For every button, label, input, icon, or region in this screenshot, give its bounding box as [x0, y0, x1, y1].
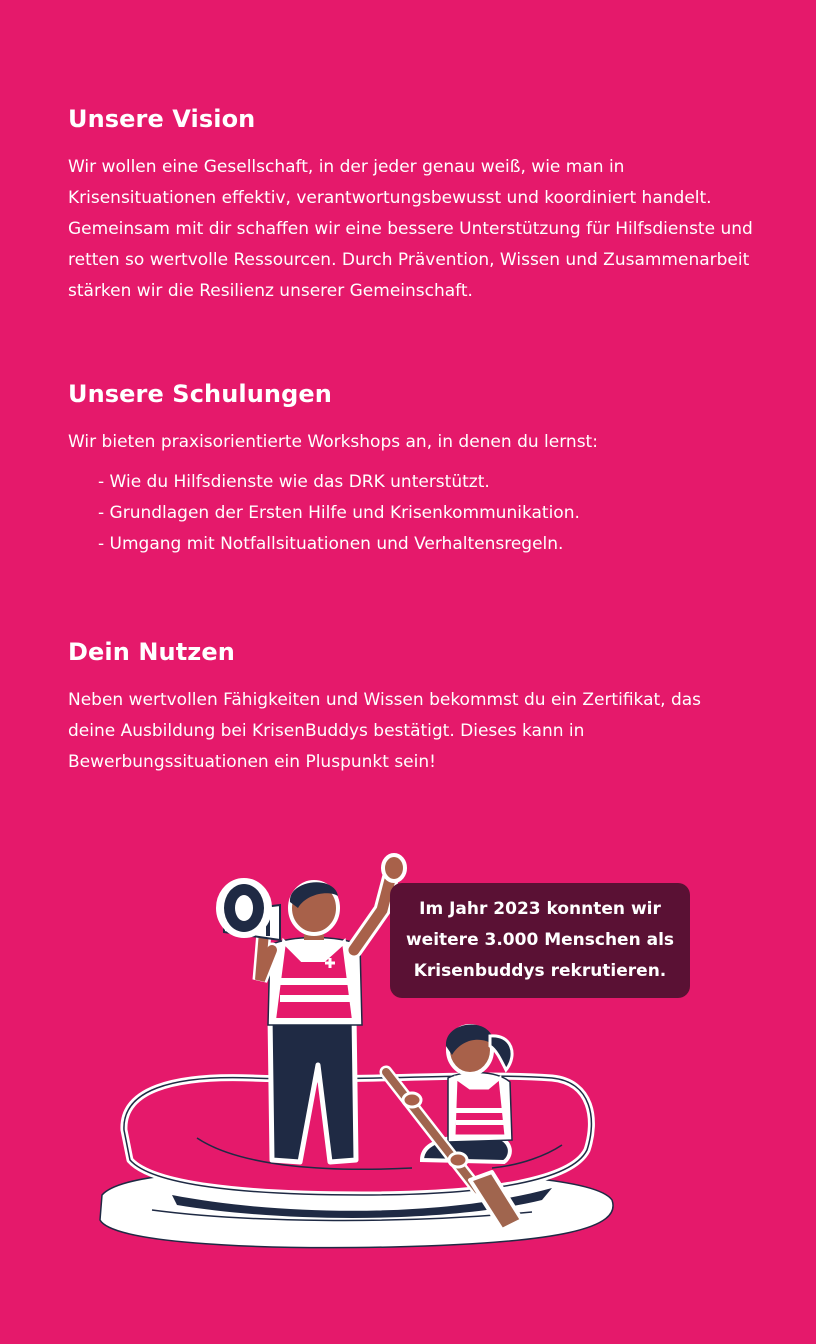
- trainings-section: [68, 379, 758, 560]
- list-item: - Grundlagen der Ersten Hilfe und Krisenkommunikation.: [98, 503, 580, 523]
- vision-title: Unsere Vision: [68, 105, 256, 133]
- stat-callout: [390, 883, 690, 998]
- vision-section: [68, 104, 758, 307]
- megaphone-icon: [218, 880, 280, 940]
- list-item: - Umgang mit Notfallsituationen und Verhaltensregeln.: [98, 534, 564, 554]
- trainings-intro: Wir bieten praxisorientierte Workshops an, in denen du lernst:: [68, 432, 598, 452]
- list-item: - Wie du Hilfsdienste wie das DRK unterstützt.: [98, 472, 490, 492]
- trainings-title: Unsere Schulungen: [68, 380, 332, 408]
- callout-text: Im Jahr 2023 konnten wir weitere 3.000 Menschen als Krisenbuddys rekrutieren.: [405, 899, 675, 981]
- benefit-section: [68, 637, 758, 778]
- benefit-text: Neben wertvollen Fähigkeiten und Wissen bekommst du ein Zertifikat, das deine Ausbildung bei KrisenBuddys bestätigt. Dieses kann in Bewerbungssituationen ein Pluspunkt sein!: [68, 690, 702, 772]
- rescue-vest-small: [454, 1078, 506, 1136]
- benefit-title: Dein Nutzen: [68, 638, 235, 666]
- vision-text: Wir wollen eine Gesellschaft, in der jeder genau weiß, wie man in Krisensituationen effektiv, verantwortungsbewusst und koordiniert handelt. Gemeinsam mit dir schaffen wir eine bessere Unterstützung für Hilfsdienste und retten so wertvolle Ressourcen. Durch Prävention, Wissen und Zusammenarbeit stärken wir die Resilienz unserer Gemeinschaft.: [68, 157, 753, 301]
- trainings-list: [98, 467, 758, 560]
